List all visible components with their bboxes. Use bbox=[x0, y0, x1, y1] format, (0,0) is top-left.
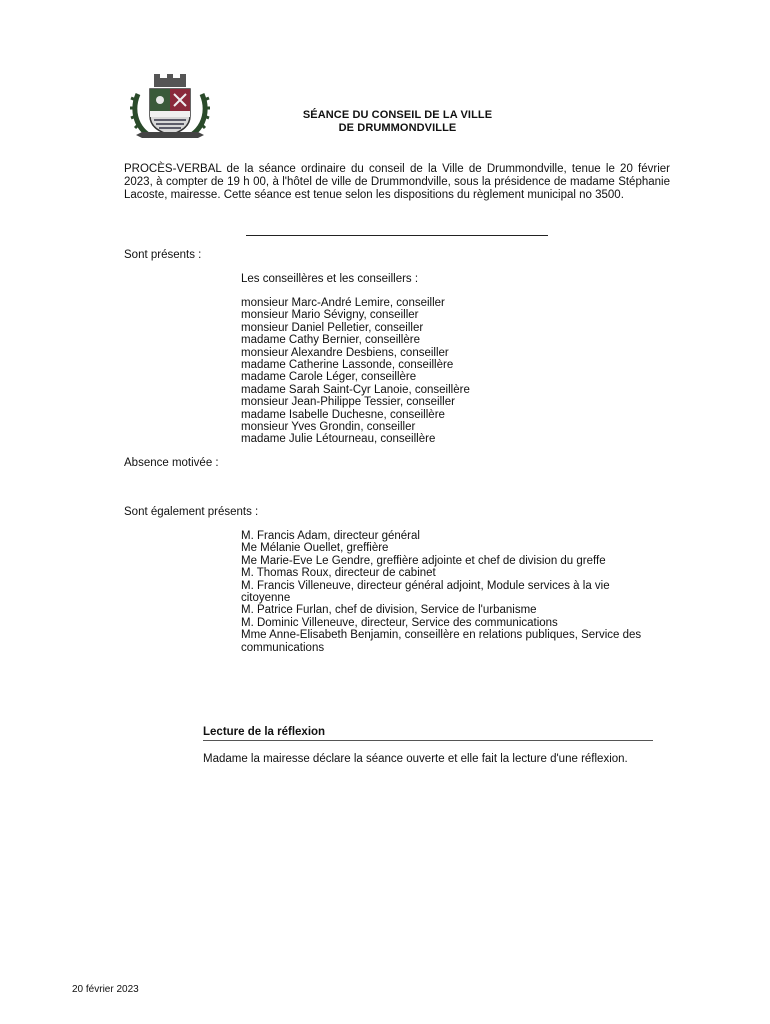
section-heading: Lecture de la réflexion bbox=[203, 726, 653, 741]
list-item: madame Julie Létourneau, conseillère bbox=[241, 433, 436, 446]
list-item: monsieur Yves Grondin, conseiller bbox=[241, 421, 416, 434]
footer-date: 20 février 2023 bbox=[72, 984, 139, 995]
intro-paragraph: PROCÈS-VERBAL de la séance ordinaire du conseil de la Ville de Drummondville, tenue le 20 février 2023, à compter de 19 h 00, à l'hôtel de ville de Drummondville, sous la présidence de madame Stéphanie Lacoste, mairesse. Cette séance est tenue selon les dispositions du règlement municipal no 3500. bbox=[124, 163, 670, 201]
list-item: monsieur Daniel Pelletier, conseiller bbox=[241, 321, 424, 334]
separator-line bbox=[246, 235, 548, 236]
list-item: M. Francis Adam, directeur général bbox=[241, 530, 420, 542]
list-item: monsieur Jean-Philippe Tessier, conseiller bbox=[241, 396, 455, 409]
list-item: monsieur Mario Sévigny, conseiller bbox=[241, 309, 419, 322]
list-item: madame Carole Léger, conseillère bbox=[241, 371, 417, 384]
list-item: madame Cathy Bernier, conseillère bbox=[241, 334, 420, 347]
list-item: madame Sarah Saint-Cyr Lanoie, conseillère bbox=[241, 383, 470, 396]
title-line-2: DE DRUMMONDVILLE bbox=[338, 122, 457, 134]
city-coat-of-arms-icon bbox=[128, 74, 212, 142]
list-item: Me Marie-Eve Le Gendre, greffière adjointe et chef de division du greffe bbox=[241, 554, 606, 567]
absence-label: Absence motivée : bbox=[124, 457, 219, 469]
list-item: Mme Anne-Elisabeth Benjamin, conseillère en relations publiques, Service des communications bbox=[241, 629, 642, 654]
staff-list bbox=[241, 530, 646, 654]
list-item: M. Thomas Roux, directeur de cabinet bbox=[241, 567, 436, 580]
list-item: M. Patrice Furlan, chef de division, Service de l'urbanisme bbox=[241, 604, 537, 617]
also-present-label: Sont également présents : bbox=[124, 506, 259, 518]
council-group-heading: Les conseillères et les conseillers : bbox=[241, 273, 419, 285]
list-item: monsieur Alexandre Desbiens, conseiller bbox=[241, 346, 449, 359]
present-label: Sont présents : bbox=[124, 249, 202, 261]
list-item: M. Francis Villeneuve, directeur général adjoint, Module services à la vie citoyenne bbox=[241, 579, 610, 605]
list-item: madame Catherine Lassonde, conseillère bbox=[241, 359, 454, 372]
list-item: madame Isabelle Duchesne, conseillère bbox=[241, 408, 445, 421]
document-title bbox=[250, 109, 545, 135]
list-item: M. Dominic Villeneuve, directeur, Service des communications bbox=[241, 616, 558, 629]
title-line-1: SÉANCE DU CONSEIL DE LA VILLE bbox=[302, 109, 493, 121]
section-body: Madame la mairesse déclare la séance ouverte et elle fait la lecture d'une réflexion. bbox=[203, 753, 628, 765]
council-members-list bbox=[241, 297, 470, 446]
list-item: Me Mélanie Ouellet, greffière bbox=[241, 542, 389, 555]
list-item: monsieur Marc-André Lemire, conseiller bbox=[241, 297, 445, 309]
